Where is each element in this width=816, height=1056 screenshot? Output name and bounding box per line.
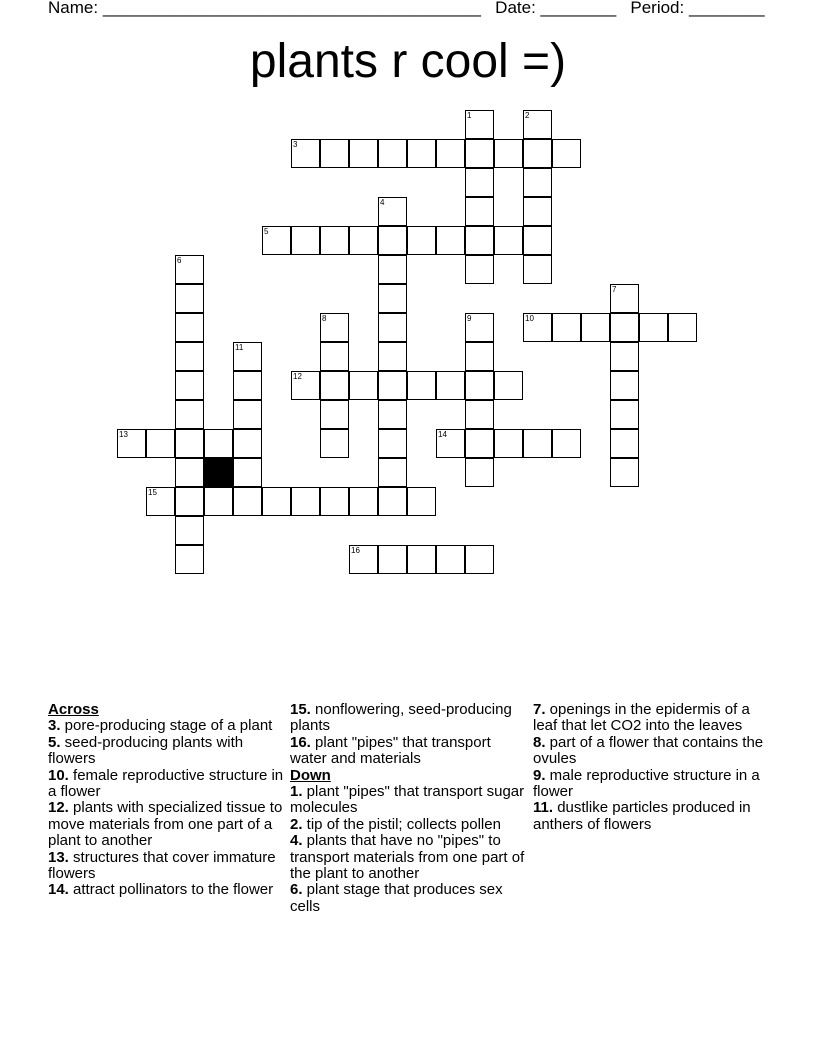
cell-number: 16 bbox=[351, 546, 360, 555]
period-blank[interactable]: ________ bbox=[688, 0, 765, 17]
grid-cell[interactable] bbox=[378, 139, 407, 168]
grid-cell[interactable] bbox=[233, 429, 262, 458]
clue-text: seed-producing plants with flowers bbox=[48, 733, 244, 768]
clue-text: dustlike particles produced in anthers of flowers bbox=[533, 799, 751, 833]
clue-number: 14. bbox=[48, 881, 69, 899]
clue-number: 5. bbox=[48, 733, 61, 751]
clue-text: plants with specialized tissue to move materials from one part of a plant to another bbox=[48, 799, 283, 850]
clue-number: 16. bbox=[290, 733, 311, 751]
grid-cell[interactable] bbox=[175, 516, 204, 545]
clue-text: attract pollinators to the flower bbox=[68, 881, 274, 899]
grid-cell[interactable] bbox=[436, 371, 465, 400]
grid-cell[interactable] bbox=[349, 371, 378, 400]
clue-text: part of a flower that contains the ovules bbox=[533, 733, 764, 768]
clues-column-3 bbox=[533, 702, 771, 833]
clue-text: plants that have no "pipes" to transport materials from one part of the plant to another bbox=[290, 832, 525, 883]
grid-cell[interactable] bbox=[175, 487, 204, 516]
grid-cell[interactable] bbox=[146, 429, 175, 458]
grid-cell[interactable] bbox=[639, 313, 668, 342]
grid-cell[interactable] bbox=[175, 371, 204, 400]
grid-cell[interactable] bbox=[262, 487, 291, 516]
grid-cell[interactable] bbox=[465, 545, 494, 574]
grid-cell[interactable] bbox=[523, 168, 552, 197]
cell-number: 15 bbox=[148, 488, 157, 497]
clue-text: structures that cover immature flowers bbox=[48, 848, 276, 883]
clue-text: tip of the pistil; collects pollen bbox=[302, 815, 501, 833]
grid-cell[interactable] bbox=[494, 371, 523, 400]
grid-cell[interactable] bbox=[349, 545, 378, 574]
clue-item bbox=[48, 850, 286, 883]
grid-cell[interactable] bbox=[320, 487, 349, 516]
grid-cell[interactable] bbox=[610, 400, 639, 429]
clue-item bbox=[48, 718, 286, 734]
grid-cell[interactable] bbox=[349, 487, 378, 516]
grid-cell[interactable] bbox=[552, 139, 581, 168]
cell-number: 12 bbox=[293, 372, 302, 381]
cell-number: 3 bbox=[293, 140, 298, 149]
grid-cell[interactable] bbox=[349, 139, 378, 168]
grid-cell[interactable] bbox=[552, 429, 581, 458]
grid-cell[interactable] bbox=[610, 429, 639, 458]
cell-number: 2 bbox=[525, 111, 530, 120]
clue-number: 6. bbox=[290, 881, 303, 899]
clue-item bbox=[290, 784, 528, 817]
grid-cell[interactable] bbox=[407, 226, 436, 255]
grid-cell[interactable] bbox=[291, 487, 320, 516]
clue-item bbox=[533, 735, 771, 768]
grid-cell[interactable] bbox=[436, 139, 465, 168]
across-heading: Across bbox=[48, 701, 99, 718]
grid-cell[interactable] bbox=[320, 226, 349, 255]
clue-item bbox=[290, 882, 528, 915]
grid-cell[interactable] bbox=[523, 139, 552, 168]
clue-item bbox=[290, 735, 528, 768]
grid-cell[interactable] bbox=[262, 226, 291, 255]
grid-cell[interactable] bbox=[523, 226, 552, 255]
down-heading: Down bbox=[290, 766, 331, 784]
grid-cell[interactable] bbox=[610, 458, 639, 487]
clue-number: 15. bbox=[290, 701, 311, 718]
grid-cell[interactable] bbox=[494, 429, 523, 458]
across-clue-list-continued bbox=[290, 702, 528, 768]
grid-cell[interactable] bbox=[523, 197, 552, 226]
grid-cell[interactable] bbox=[552, 313, 581, 342]
grid-cell[interactable] bbox=[378, 458, 407, 487]
grid-cell[interactable] bbox=[378, 545, 407, 574]
clues-column-2 bbox=[290, 702, 528, 915]
grid-cell[interactable] bbox=[523, 110, 552, 139]
clue-number: 10. bbox=[48, 766, 69, 784]
grid-cell[interactable] bbox=[465, 255, 494, 284]
grid-cell[interactable] bbox=[436, 545, 465, 574]
grid-cell[interactable] bbox=[465, 429, 494, 458]
clue-item bbox=[533, 702, 771, 735]
cell-number: 7 bbox=[612, 285, 617, 294]
grid-cell[interactable] bbox=[175, 458, 204, 487]
grid-cell[interactable] bbox=[465, 226, 494, 255]
grid-cell[interactable] bbox=[291, 139, 320, 168]
clue-number: 8. bbox=[533, 733, 546, 751]
date-label: Date: bbox=[495, 0, 536, 17]
clue-number: 3. bbox=[48, 717, 61, 735]
cell-number: 4 bbox=[380, 198, 385, 207]
grid-cell[interactable] bbox=[407, 487, 436, 516]
grid-cell[interactable] bbox=[465, 458, 494, 487]
grid-cell[interactable] bbox=[610, 371, 639, 400]
clue-number: 9. bbox=[533, 766, 546, 784]
grid-cell[interactable] bbox=[175, 313, 204, 342]
clue-text: male reproductive structure in a flower bbox=[533, 766, 760, 801]
clue-item bbox=[48, 735, 286, 768]
down-clue-list bbox=[290, 784, 528, 915]
grid-cell[interactable] bbox=[378, 255, 407, 284]
grid-cell[interactable] bbox=[233, 487, 262, 516]
grid-cell[interactable] bbox=[465, 371, 494, 400]
name-label: Name: bbox=[48, 0, 99, 17]
grid-cell[interactable] bbox=[378, 429, 407, 458]
clue-number: 7. bbox=[533, 701, 546, 718]
grid-cell[interactable] bbox=[146, 487, 175, 516]
grid-cell[interactable] bbox=[320, 371, 349, 400]
grid-cell[interactable] bbox=[378, 226, 407, 255]
page-title: plants r cool =) bbox=[249, 35, 567, 88]
grid-cell[interactable] bbox=[436, 429, 465, 458]
grid-cell[interactable] bbox=[523, 255, 552, 284]
grid-cell[interactable] bbox=[320, 313, 349, 342]
grid-cell[interactable] bbox=[175, 342, 204, 371]
cell-number: 13 bbox=[119, 430, 128, 439]
grid-cell[interactable] bbox=[523, 313, 552, 342]
grid-cell[interactable] bbox=[320, 342, 349, 371]
grid-block-cell bbox=[204, 458, 233, 487]
grid-cell[interactable] bbox=[175, 400, 204, 429]
clue-text: nonflowering, seed-producing plants bbox=[290, 701, 512, 735]
clue-number: 4. bbox=[290, 832, 303, 850]
grid-cell[interactable] bbox=[320, 429, 349, 458]
clue-text: pore-producing stage of a plant bbox=[60, 717, 273, 735]
clue-number: 11. bbox=[533, 799, 554, 817]
grid-cell[interactable] bbox=[378, 400, 407, 429]
grid-cell[interactable] bbox=[378, 197, 407, 226]
grid-cell[interactable] bbox=[378, 313, 407, 342]
grid-cell[interactable] bbox=[465, 400, 494, 429]
grid-cell[interactable] bbox=[407, 371, 436, 400]
clue-item bbox=[48, 800, 286, 849]
grid-cell[interactable] bbox=[175, 255, 204, 284]
cell-number: 9 bbox=[467, 314, 472, 323]
name-blank[interactable]: ________________________________________ bbox=[102, 0, 481, 17]
cell-number: 14 bbox=[438, 430, 447, 439]
clue-text: female reproductive structure in a flower bbox=[48, 766, 284, 801]
grid-cell[interactable] bbox=[175, 284, 204, 313]
grid-cell[interactable] bbox=[494, 226, 523, 255]
grid-cell[interactable] bbox=[320, 400, 349, 429]
grid-cell[interactable] bbox=[378, 371, 407, 400]
across-clue-list bbox=[48, 718, 286, 898]
grid-cell[interactable] bbox=[610, 284, 639, 313]
grid-cell[interactable] bbox=[581, 313, 610, 342]
clues-column-1 bbox=[48, 702, 286, 899]
clue-text: plant stage that produces sex cells bbox=[290, 881, 503, 915]
grid-cell[interactable] bbox=[378, 284, 407, 313]
clue-number: 1. bbox=[290, 783, 303, 801]
period-label: Period: bbox=[630, 0, 685, 17]
date-blank[interactable]: ________ bbox=[540, 0, 617, 17]
clue-item bbox=[290, 817, 528, 833]
cell-number: 11 bbox=[235, 343, 244, 352]
clue-number: 2. bbox=[290, 815, 303, 833]
grid-cell[interactable] bbox=[494, 139, 523, 168]
clue-item bbox=[533, 768, 771, 801]
grid-cell[interactable] bbox=[465, 197, 494, 226]
grid-cell[interactable] bbox=[233, 458, 262, 487]
grid-cell[interactable] bbox=[349, 226, 378, 255]
grid-cell[interactable] bbox=[291, 226, 320, 255]
clue-number: 13. bbox=[48, 848, 69, 866]
grid-cell[interactable] bbox=[233, 371, 262, 400]
clue-item bbox=[48, 768, 286, 801]
grid-cell[interactable] bbox=[175, 429, 204, 458]
grid-cell[interactable] bbox=[233, 400, 262, 429]
grid-cell[interactable] bbox=[291, 371, 320, 400]
grid-cell[interactable] bbox=[378, 342, 407, 371]
grid-cell[interactable] bbox=[465, 110, 494, 139]
clue-item bbox=[48, 882, 286, 898]
cell-number: 5 bbox=[264, 227, 269, 236]
cell-number: 1 bbox=[467, 111, 472, 120]
clue-item bbox=[290, 702, 528, 735]
grid-cell[interactable] bbox=[407, 545, 436, 574]
grid-cell[interactable] bbox=[407, 139, 436, 168]
grid-cell[interactable] bbox=[523, 429, 552, 458]
grid-cell[interactable] bbox=[465, 139, 494, 168]
grid-cell[interactable] bbox=[320, 139, 349, 168]
grid-cell[interactable] bbox=[436, 226, 465, 255]
down-clue-list-continued bbox=[533, 702, 771, 833]
grid-cell[interactable] bbox=[378, 487, 407, 516]
clue-item bbox=[290, 833, 528, 882]
clue-text: openings in the epidermis of a leaf that let CO2 into the leaves bbox=[533, 701, 750, 735]
grid-cell[interactable] bbox=[204, 487, 233, 516]
grid-cell[interactable] bbox=[610, 342, 639, 371]
grid-cell[interactable] bbox=[465, 313, 494, 342]
grid-cell[interactable] bbox=[668, 313, 697, 342]
cell-number: 10 bbox=[525, 314, 534, 323]
grid-cell[interactable] bbox=[117, 429, 146, 458]
grid-cell[interactable] bbox=[233, 342, 262, 371]
clue-item bbox=[533, 800, 771, 833]
grid-cell[interactable] bbox=[204, 429, 233, 458]
cell-number: 6 bbox=[177, 256, 182, 265]
clue-number: 12. bbox=[48, 799, 69, 817]
grid-cell[interactable] bbox=[610, 313, 639, 342]
grid-cell[interactable] bbox=[465, 342, 494, 371]
clue-text: plant "pipes" that transport water and materials bbox=[290, 733, 491, 768]
cell-number: 8 bbox=[322, 314, 327, 323]
clue-text: plant "pipes" that transport sugar molecules bbox=[290, 783, 525, 817]
grid-cell[interactable] bbox=[175, 545, 204, 574]
grid-cell[interactable] bbox=[465, 168, 494, 197]
